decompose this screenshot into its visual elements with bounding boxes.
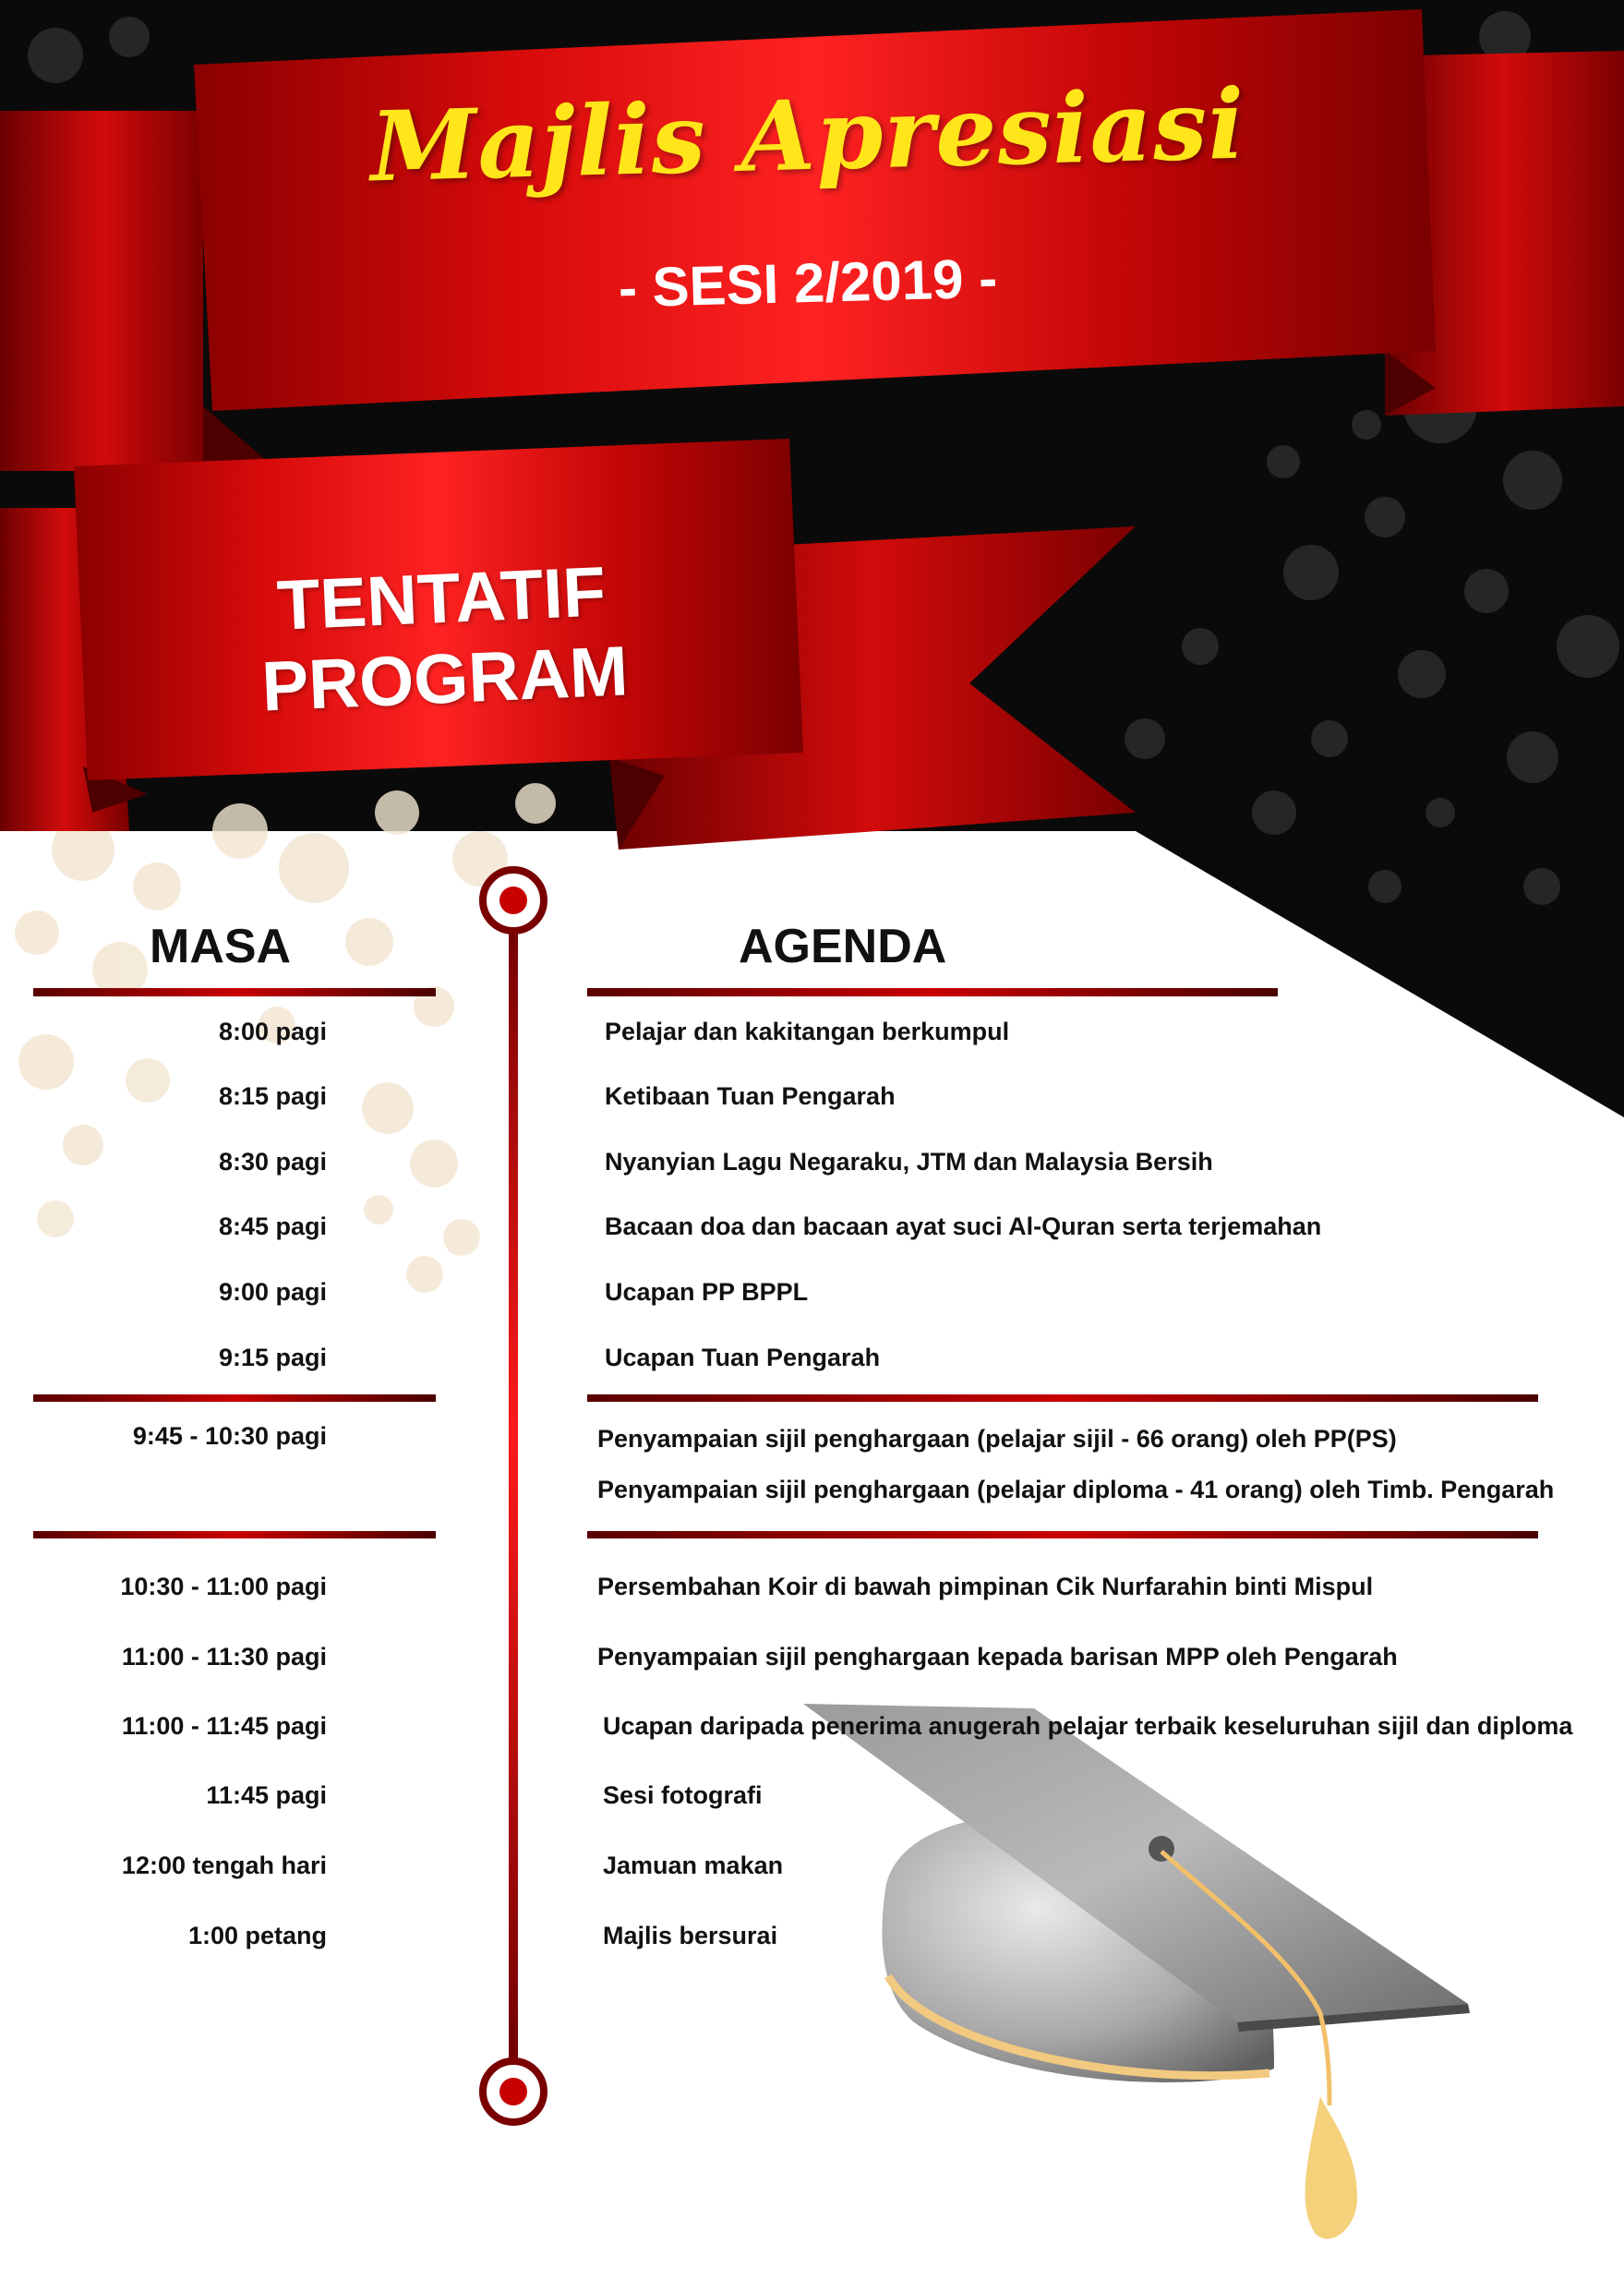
time-10: 11:00 - 11:45 pagi (121, 1712, 327, 1740)
agenda-1: Pelajar dan kakitangan berkumpul (605, 1018, 1010, 1045)
agenda-12: Jamuan makan (603, 1852, 784, 1879)
agenda-3: Nyanyian Lagu Negaraku, JTM dan Malaysia Bersih (605, 1148, 1213, 1176)
column-header-agenda: AGENDA (739, 920, 947, 973)
agenda-10: Ucapan daripada penerima anugerah pelajar terbaik keseluruhan sijil dan diploma (603, 1712, 1573, 1740)
time-12: 12:00 tengah hari (121, 1852, 327, 1879)
time-4: 8:45 pagi (218, 1212, 327, 1240)
agenda-5: Ucapan PP BPPL (605, 1278, 809, 1306)
time-9: 11:00 - 11:30 pagi (121, 1643, 327, 1671)
section-title: TENTATIF PROGRAM (259, 552, 630, 727)
graduation-cap-icon (803, 1704, 1470, 2238)
agenda-4: Bacaan doa dan bacaan ayat suci Al-Quran serta terjemahan (605, 1212, 1322, 1240)
time-11: 11:45 pagi (206, 1781, 327, 1809)
agenda-13: Majlis bersurai (603, 1922, 778, 1949)
time-13: 1:00 petang (187, 1922, 327, 1949)
time-6: 9:15 pagi (218, 1344, 327, 1371)
agenda-11: Sesi fotografi (603, 1781, 763, 1809)
agenda-7b: Penyampaian sijil penghargaan (pelajar diploma - 41 orang) oleh Timb. Pengarah (597, 1476, 1555, 1503)
event-title: Majlis Apresiasi (368, 66, 1247, 204)
agenda-2: Ketibaan Tuan Pengarah (605, 1082, 896, 1110)
time-3: 8:30 pagi (218, 1148, 327, 1176)
event-session: - SESI 2/2019 - (618, 247, 998, 320)
time-1: 8:00 pagi (218, 1018, 327, 1045)
time-2: 8:15 pagi (218, 1082, 327, 1110)
agenda-8: Persembahan Koir di bawah pimpinan Cik Nurfarahin binti Mispul (597, 1573, 1374, 1600)
agenda-9: Penyampaian sijil penghargaan kepada barisan MPP oleh Pengarah (597, 1643, 1398, 1671)
column-header-time: MASA (150, 920, 292, 973)
agenda-7: Penyampaian sijil penghargaan (pelajar sijil - 66 orang) oleh PP(PS) (597, 1425, 1397, 1453)
agenda-6: Ucapan Tuan Pengarah (605, 1344, 881, 1371)
time-7: 9:45 - 10:30 pagi (132, 1422, 327, 1450)
time-5: 9:00 pagi (218, 1278, 327, 1306)
time-8: 10:30 - 11:00 pagi (120, 1573, 327, 1600)
